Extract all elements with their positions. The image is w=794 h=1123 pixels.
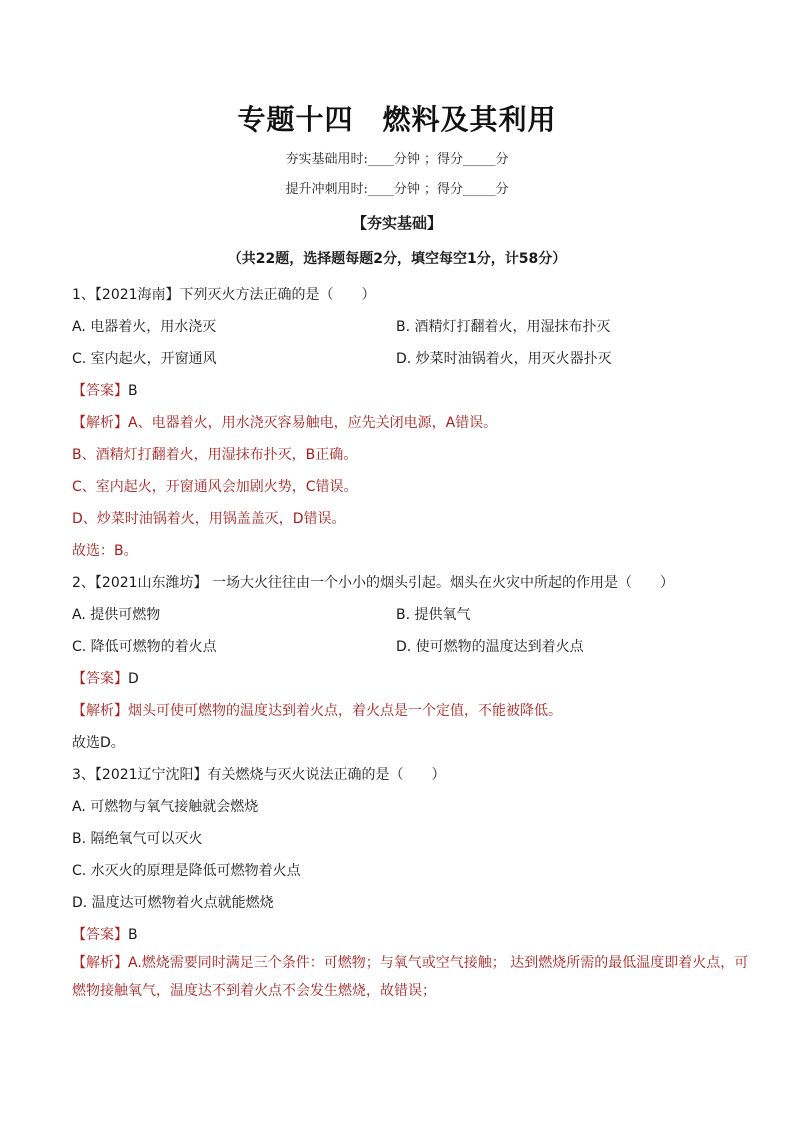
question-1-stem: 1、【2021海南】下列灭火方法正确的是（ ） [72,287,376,303]
answer-tag: 【答案】 [72,671,128,687]
answer-value: B [128,383,138,399]
question-1-analysis-a [72,412,497,432]
answer-value: B [128,927,138,943]
answer-tag: 【答案】 [72,383,128,399]
analysis-tag: 【解析】 [72,703,128,719]
analysis-tag: 【解析】 [72,955,128,971]
question-1-option-c: C. 室内起火，开窗通风 [72,351,217,367]
question-1-analysis-d: D、炒菜时油锅着火，用锅盖盖灭，D错误。 [72,511,346,527]
question-3-answer [72,924,138,944]
question-2-option-a: A. 提供可燃物 [72,607,161,623]
question-2-option-d: D. 使可燃物的温度达到着火点 [396,639,584,655]
question-3-option-c: C. 水灭火的原理是降低可燃物着火点 [72,863,301,879]
answer-value: D [128,671,139,687]
question-2-stem: 2、【2021山东潍坊】 一场大火往往由一个小小的烟头引起。烟头在火灾中所起的作用是（ ） [72,575,674,591]
analysis-text: A.燃烧需要同时满足三个条件：可燃物；与氧气或空气接触； 达到燃烧所需的最低温度即着火点，可燃物接触氧气，温度达不到着火点不会发生燃烧，故错误； [72,955,749,999]
question-2-option-c: C. 降低可燃物的着火点 [72,639,217,655]
answer-tag: 【答案】 [72,927,128,943]
question-1-answer [72,380,138,400]
question-2-answer [72,668,139,688]
question-2-option-b: B. 提供氧气 [396,607,471,623]
question-1-conclusion: 故选：B。 [72,543,138,559]
analysis-text: 烟头可使可燃物的温度达到着火点，着火点是一个定值，不能被降低。 [128,703,562,719]
question-3-option-a: A. 可燃物与氧气接触就会燃烧 [72,799,259,815]
analysis-text: A、电器着火，用水浇灭容易触电，应先关闭电源，A错误。 [128,415,498,431]
section-heading: 【夯实基础】 [351,214,442,232]
question-2-conclusion: 故选D。 [72,735,125,751]
analysis-tag: 【解析】 [72,415,128,431]
question-1-option-d: D. 炒菜时油锅着火，用灭火器扑灭 [396,351,612,367]
question-1-analysis-c: C、室内起火，开窗通风会加剧火势，C错误。 [72,479,358,495]
question-3-stem: 3、【2021辽宁沈阳】有关燃烧与灭火说法正确的是（ ） [72,767,446,783]
question-1-option-b: B. 酒精灯打翻着火，用湿抹布扑灭 [396,319,611,335]
question-3-option-d: D. 温度达可燃物着火点就能燃烧 [72,895,274,911]
question-1-option-a: A. 电器着火，用水浇灭 [72,319,217,335]
question-1-analysis-b: B、酒精灯打翻着火，用湿抹布扑灭，B正确。 [72,447,358,463]
question-3-option-b: B. 隔绝氧气可以灭火 [72,831,203,847]
time-score-line-basic: 夯实基础用时:____分钟 ；得分_____分 [285,152,509,167]
question-2-analysis [72,700,562,720]
question-3-analysis [72,949,752,1005]
time-score-line-advanced: 提升冲刺用时:____分钟 ；得分_____分 [285,182,509,197]
section-scoring-note: （共22题，选择题每题2分，填空每空1分，计58分） [227,251,567,267]
page-title: 专题十四 燃料及其利用 [237,103,557,136]
